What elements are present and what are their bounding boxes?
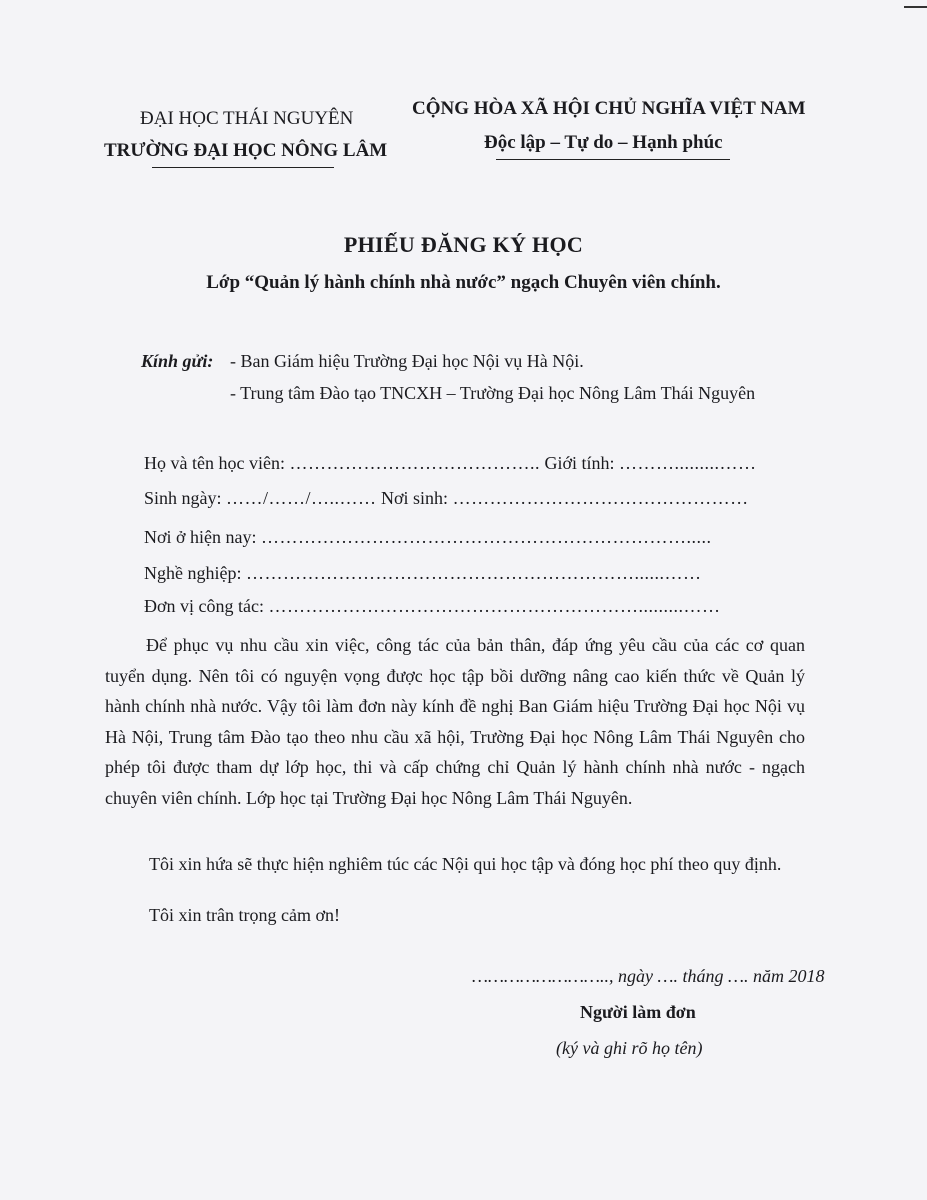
thanks-text: Tôi xin trân trọng cảm ơn! — [149, 905, 340, 925]
gender-label: Giới tính: — [544, 453, 615, 473]
workplace-blank: …………………………………………………….........…… — [268, 596, 721, 616]
national-motto: Độc lập – Tự do – Hạnh phúc — [484, 132, 723, 153]
address-label: Nơi ở hiện nay: — [144, 527, 257, 547]
recipients-label: Kính gửi: — [141, 351, 214, 371]
country-name: CỘNG HÒA XÃ HỘI CHỦ NGHĨA VIỆT NAM — [412, 98, 806, 119]
field-row-address — [144, 527, 712, 548]
birthplace-blank: ………………………………………… — [452, 488, 749, 508]
dob-blank: ……/……/…..…… — [226, 488, 377, 508]
org-underline — [152, 167, 334, 168]
field-row-workplace — [144, 596, 721, 617]
request-paragraph — [105, 630, 805, 813]
signature-note: (ký và ghi rõ họ tên) — [556, 1038, 703, 1058]
request-text: Để phục vụ nhu cầu xin việc, công tác của bản thân, đáp ứng yêu cầu của các cơ quan tuyển dụng. Nên tôi có nguyện vọng được học tập bồi dưỡng nâng cao kiến thức về Quản lý hành chính nhà nước. Vậy tôi làm đơn này kính đề nghị Ban Giám hiệu Trường Đại học Nội vụ Hà Nội, Trung tâm Đào tạo theo nhu cầu xã hội, Trường Đại học Nông Lâm Thái Nguyên cho phép tôi được tham dự lớp học, thi và cấp chứng chỉ Quản lý hành chính nhà nước - ngạch chuyên viên chính. Lớp học tại Trường Đại học Nông Lâm Thái Nguyên. — [105, 635, 805, 808]
birthplace-label: Nơi sinh: — [381, 488, 449, 508]
address-blank: ……………………………………………………………..... — [261, 527, 712, 547]
scan-edge-mark — [904, 6, 927, 8]
promise-text: Tôi xin hứa sẽ thực hiện nghiêm túc các Nội qui học tập và đóng học phí theo quy định. — [149, 854, 782, 874]
dob-label: Sinh ngày: — [144, 488, 222, 508]
recipient-item: - Ban Giám hiệu Trường Đại học Nội vụ Hà Nội. — [230, 351, 584, 371]
field-row-birth — [144, 488, 749, 509]
recipient-item: - Trung tâm Đào tạo TNCXH – Trường Đại học Nông Lâm Thái Nguyên — [230, 383, 756, 403]
field-row-name — [144, 453, 757, 474]
org-parent: ĐẠI HỌC THÁI NGUYÊN — [140, 108, 354, 129]
document-title: PHIẾU ĐĂNG KÝ HỌC — [343, 232, 584, 257]
name-blank: ………………………………….. — [289, 453, 540, 473]
org-name: TRƯỜNG ĐẠI HỌC NÔNG LÂM — [104, 140, 388, 161]
motto-underline — [496, 159, 730, 160]
occupation-blank: ………………………………………………………......…… — [245, 563, 702, 583]
signer-title: Người làm đơn — [580, 1002, 696, 1022]
name-label: Họ và tên học viên: — [144, 453, 285, 473]
document-subtitle: Lớp “Quản lý hành chính nhà nước” ngạch Chuyên viên chính. — [206, 272, 721, 293]
date-line: …………………….., ngày …. tháng …. năm 2018 — [472, 966, 825, 986]
field-row-occupation — [144, 563, 701, 584]
workplace-label: Đơn vị công tác: — [144, 596, 264, 616]
gender-blank: ……….........…… — [619, 453, 757, 473]
occupation-label: Nghề nghiệp: — [144, 563, 242, 583]
